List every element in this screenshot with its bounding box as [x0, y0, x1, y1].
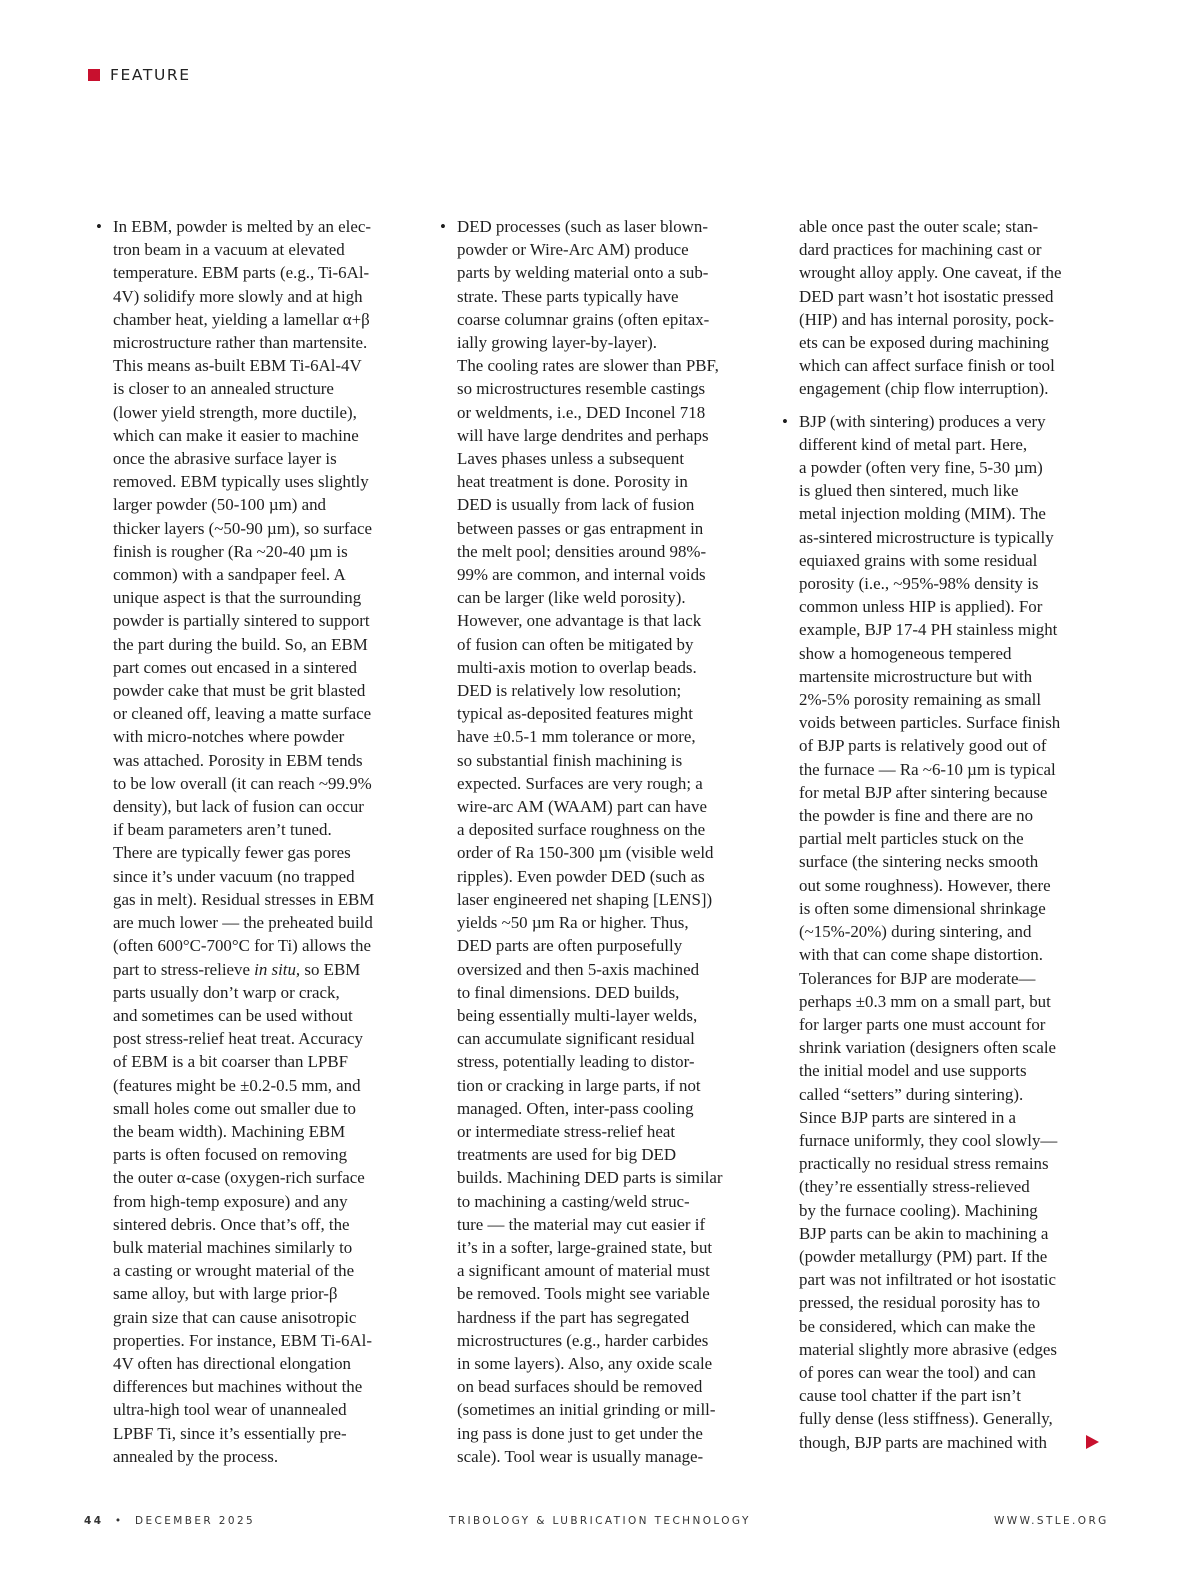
text-line: The cooling rates are slower than PBF,: [457, 356, 719, 376]
text-line: example, BJP 17-4 PH stainless might: [799, 620, 1058, 640]
text-line: DED parts are often purposefully: [457, 936, 683, 956]
text-line: and sometimes can be used without: [113, 1005, 353, 1025]
text-line: expected. Surfaces are very rough; a: [457, 773, 703, 793]
text-line: ially growing layer-by-layer).: [457, 333, 657, 353]
text-line: material slightly more abrasive (edges: [799, 1339, 1057, 1359]
text-line: (~15%-20%) during sintering, and: [799, 922, 1032, 942]
text-line: with that can come shape distortion.: [799, 945, 1043, 965]
text-line: heat treatment is done. Porosity in: [457, 472, 688, 492]
text-line: partial melt particles stuck on the: [799, 829, 1024, 849]
text-line: strate. These parts typically have: [457, 286, 679, 306]
text-line: larger powder (50-100 µm) and: [113, 495, 326, 515]
text-line: powder is partially sintered to support: [113, 611, 370, 631]
text-line: parts usually don’t warp or crack,: [113, 982, 340, 1002]
text-line: on bead surfaces should be removed: [457, 1377, 703, 1397]
text-line: microstructures (e.g., harder carbides: [457, 1330, 709, 1350]
text-line: ets can be exposed during machining: [799, 333, 1050, 353]
text-line: was attached. Porosity in EBM tends: [113, 750, 363, 770]
paragraph-ded: [457, 215, 744, 1468]
text-line: part was not infiltrated or hot isostatic: [799, 1270, 1057, 1290]
text-line: the furnace — Ra ~6-10 µm is typical: [799, 759, 1056, 779]
text-line: common) with a sandpaper feel. A: [113, 565, 346, 585]
text-line: are much lower — the preheated build: [113, 913, 373, 933]
text-line: part comes out encased in a sintered: [113, 657, 357, 677]
text-line: once the abrasive surface layer is: [113, 449, 337, 469]
text-line: ripples). Even powder DED (such as: [457, 866, 705, 886]
text-line: of pores can wear the tool) and can: [799, 1362, 1036, 1382]
text-line: DED processes (such as laser blown-: [457, 217, 708, 236]
text-line: unique aspect is that the surrounding: [113, 588, 362, 608]
text-line: practically no residual stress remains: [799, 1154, 1049, 1174]
text-line: grain size that can cause anisotropic: [113, 1307, 357, 1327]
page-number: 44: [84, 1515, 104, 1527]
section-header: [88, 66, 191, 84]
text-line: be considered, which can make the: [799, 1316, 1036, 1336]
text-line: bulk material machines similarly to: [113, 1237, 353, 1257]
footer-separator: •: [114, 1515, 124, 1527]
text-line: parts is often focused on removing: [113, 1145, 348, 1165]
text-line: able once past the outer scale; stan-: [799, 217, 1039, 236]
text-line: 99% are common, and internal voids: [457, 565, 706, 585]
text-line: can accumulate significant residual: [457, 1029, 695, 1049]
text-line: or intermediate stress-relief heat: [457, 1121, 676, 1141]
text-line: order of Ra 150-300 µm (visible weld: [457, 843, 714, 863]
text-line: scale). Tool wear is usually manage-: [457, 1446, 704, 1466]
text-line: or weldments, i.e., DED Inconel 718: [457, 402, 706, 422]
issue-date: DECEMBER 2025: [134, 1515, 256, 1527]
text-line: powder or Wire-Arc AM) produce: [457, 240, 689, 260]
text-line: metal injection molding (MIM). The: [799, 504, 1046, 524]
text-line: wire-arc AM (WAAM) part can have: [457, 797, 707, 817]
publication-name: TRIBOLOGY & LUBRICATION TECHNOLOGY: [449, 1515, 751, 1527]
text-line: in some layers). Also, any oxide scale: [457, 1353, 713, 1373]
column-2: [438, 215, 744, 1468]
text-line: dard practices for machining cast or: [799, 240, 1042, 260]
red-square-icon: [88, 69, 100, 81]
text-line: In EBM, powder is melted by an elec-: [113, 217, 371, 236]
footer-left: [84, 1514, 255, 1528]
text-line: is glued then sintered, much like: [799, 481, 1019, 501]
paragraph-bjp: [799, 410, 1086, 1454]
text-line: (HIP) and has internal porosity, pock-: [799, 309, 1055, 329]
text-line: though, BJP parts are machined with: [799, 1432, 1047, 1452]
text-line: the beam width). Machining EBM: [113, 1121, 346, 1141]
text-line: a deposited surface roughness on the: [457, 820, 706, 840]
text-line: typical as-deposited features might: [457, 704, 693, 724]
text-line: post stress-relief heat treat. Accuracy: [113, 1029, 363, 1049]
text-line: voids between particles. Surface finish: [799, 713, 1061, 733]
text-line: cause tool chatter if the part isn’t: [799, 1386, 1022, 1406]
text-line: density), but lack of fusion can occur: [113, 797, 364, 817]
section-label: FEATURE: [110, 66, 191, 84]
text-line: furnace uniformly, they cool slowly—: [799, 1130, 1058, 1150]
text-line: hardness if the part has segregated: [457, 1307, 690, 1327]
text-line: if beam parameters aren’t tuned.: [113, 820, 332, 840]
text-line: There are typically fewer gas pores: [113, 843, 351, 863]
text-line: BJP (with sintering) produces a very: [799, 411, 1046, 431]
text-line: powder cake that must be grit blasted: [113, 681, 366, 701]
text-line: oversized and then 5-axis machined: [457, 959, 700, 979]
text-line: gas in melt). Residual stresses in EBM: [113, 889, 375, 909]
text-line: a significant amount of material must: [457, 1261, 710, 1281]
text-line: shrink variation (designers often scale: [799, 1038, 1057, 1058]
bullet-marker: •: [782, 411, 788, 431]
text-line: the part during the build. So, an EBM: [113, 634, 368, 654]
website-link[interactable]: WWW.STLE.ORG: [994, 1515, 1109, 1527]
text-line: a powder (often very fine, 5-30 µm): [799, 458, 1043, 478]
text-line: (lower yield strength, more ductile),: [113, 402, 357, 422]
text-line: wrought alloy apply. One caveat, if the: [799, 263, 1062, 283]
text-line: managed. Often, inter-pass cooling: [457, 1098, 694, 1118]
text-line: sintered debris. Once that’s off, the: [113, 1214, 350, 1234]
text-line: with micro-notches where powder: [113, 727, 345, 747]
bullet-item-ded: [438, 215, 744, 1468]
text-line: have ±0.5-1 mm tolerance or more,: [457, 727, 696, 747]
text-line: part to stress-relieve in situ, so EBM: [113, 959, 361, 979]
text-line: will have large dendrites and perhaps: [457, 425, 709, 445]
text-line: Since BJP parts are sintered in a: [799, 1107, 1017, 1127]
text-line: to be low overall (it can reach ~99.9%: [113, 773, 372, 793]
text-line: by the furnace cooling). Machining: [799, 1200, 1038, 1220]
text-line: out some roughness). However, there: [799, 875, 1051, 895]
text-line: 4V often has directional elongation: [113, 1353, 351, 1373]
text-line: differences but machines without the: [113, 1377, 363, 1397]
text-line: of fusion can often be mitigated by: [457, 634, 694, 654]
text-line: laser engineered net shaping [LENS]): [457, 889, 713, 909]
text-line: of BJP parts is relatively good out of: [799, 736, 1047, 756]
text-line: However, one advantage is that lack: [457, 611, 702, 631]
text-line: (they’re essentially stress-relieved: [799, 1177, 1030, 1197]
text-line: BJP parts can be akin to machining a: [799, 1223, 1049, 1243]
text-line: 2%-5% porosity remaining as small: [799, 690, 1042, 710]
text-line: is closer to an annealed structure: [113, 379, 334, 399]
text-line: 4V) solidify more slowly and at high: [113, 286, 363, 306]
text-line: DED is relatively low resolution;: [457, 681, 682, 701]
text-line: thicker layers (~50-90 µm), so surface: [113, 518, 373, 538]
bullet-item-bjp: [780, 410, 1086, 1454]
text-fragment: so EBM: [300, 959, 361, 979]
column-1: [94, 215, 400, 1468]
text-line: yields ~50 µm Ra or higher. Thus,: [457, 913, 689, 933]
text-line: which can make it easier to machine: [113, 425, 359, 445]
text-line: fully dense (less stiffness). Generally,: [799, 1409, 1053, 1429]
text-line: ture — the material may cut easier if: [457, 1214, 706, 1234]
text-line: LPBF Ti, since it’s essentially pre-: [113, 1423, 347, 1443]
text-line: parts by welding material onto a sub-: [457, 263, 709, 283]
paragraph-ded-continued: [780, 215, 1086, 401]
text-line: treatments are used for big DED: [457, 1145, 677, 1165]
triangle-right-icon: [1086, 1435, 1099, 1449]
text-line: small holes come out smaller due to: [113, 1098, 356, 1118]
text-line: for metal BJP after sintering because: [799, 782, 1048, 802]
bullet-marker: •: [96, 217, 102, 236]
text-line: This means as-built EBM Ti-6Al-4V: [113, 356, 362, 376]
paragraph-ebm: [113, 215, 400, 1468]
text-line: so microstructures resemble castings: [457, 379, 706, 399]
text-line: to machining a casting/weld struc-: [457, 1191, 690, 1211]
text-line: coarse columnar grains (often epitax-: [457, 309, 710, 329]
text-line: called “setters” during sintering).: [799, 1084, 1024, 1104]
text-line: the powder is fine and there are no: [799, 806, 1034, 826]
text-line: or cleaned off, leaving a matte surface: [113, 704, 372, 724]
text-line: chamber heat, yielding a lamellar α+β: [113, 309, 370, 329]
text-line: surface (the sintering necks smooth: [799, 852, 1039, 872]
text-line: so substantial finish machining is: [457, 750, 683, 770]
text-line: Tolerances for BJP are moderate—: [799, 968, 1036, 988]
text-line: which can affect surface finish or tool: [799, 356, 1055, 376]
text-line: tion or cracking in large parts, if not: [457, 1075, 701, 1095]
text-line: common unless HIP is applied). For: [799, 597, 1043, 617]
text-line: a casting or wrought material of the: [113, 1261, 355, 1281]
text-line: stress, potentially leading to distor-: [457, 1052, 695, 1072]
text-line: annealed by the process.: [113, 1446, 279, 1466]
text-line: from high-temp exposure) and any: [113, 1191, 348, 1211]
text-line: temperature. EBM parts (e.g., Ti-6Al-: [113, 263, 370, 283]
text-line: (powder metallurgy (PM) part. If the: [799, 1246, 1048, 1266]
text-line: is often some dimensional shrinkage: [799, 898, 1046, 918]
text-line: it’s in a softer, large-grained state, but: [457, 1237, 713, 1257]
text-line: be removed. Tools might see variable: [457, 1284, 710, 1304]
text-line: the initial model and use supports: [799, 1061, 1027, 1081]
text-line: equiaxed grains with some residual: [799, 550, 1038, 570]
text-line: (often 600°C-700°C for Ti) allows the: [113, 936, 371, 956]
text-line: for larger parts one must account for: [799, 1014, 1046, 1034]
text-line: ing pass is done just to get under the: [457, 1423, 703, 1443]
text-line: between passes or gas entrapment in: [457, 518, 704, 538]
text-line: different kind of metal part. Here,: [799, 434, 1028, 454]
text-line: DED part wasn’t hot isostatic pressed: [799, 286, 1054, 306]
bullet-item-ebm: [94, 215, 400, 1468]
text-line: the melt pool; densities around 98%-: [457, 541, 707, 561]
bullet-marker: •: [440, 217, 446, 236]
text-line: builds. Machining DED parts is similar: [457, 1168, 723, 1188]
text-line: the outer α-case (oxygen-rich surface: [113, 1168, 365, 1188]
text-line: DED is usually from lack of fusion: [457, 495, 695, 515]
text-line: microstructure rather than martensite.: [113, 333, 368, 353]
text-line: multi-axis motion to overlap beads.: [457, 657, 697, 677]
italic-phrase: in situ,: [254, 959, 301, 979]
text-line: of EBM is a bit coarser than LPBF: [113, 1052, 349, 1072]
text-line: show a homogeneous tempered: [799, 643, 1012, 663]
text-line: Laves phases unless a subsequent: [457, 449, 685, 469]
text-line: engagement (chip flow interruption).: [799, 379, 1049, 399]
text-line: pressed, the residual porosity has to: [799, 1293, 1041, 1313]
text-line: properties. For instance, EBM Ti-6Al-: [113, 1330, 372, 1350]
text-line: martensite microstructure but with: [799, 666, 1033, 686]
text-line: to final dimensions. DED builds,: [457, 982, 680, 1002]
text-line: ultra-high tool wear of unannealed: [113, 1400, 347, 1420]
text-line: same alloy, but with large prior-β: [113, 1284, 338, 1304]
text-line: removed. EBM typically uses slightly: [113, 472, 369, 492]
text-line: being essentially multi-layer welds,: [457, 1005, 698, 1025]
text-line: (sometimes an initial grinding or mill-: [457, 1400, 716, 1420]
text-line: tron beam in a vacuum at elevated: [113, 240, 345, 260]
text-line: perhaps ±0.3 mm on a small part, but: [799, 991, 1051, 1011]
text-line: (features might be ±0.2-0.5 mm, and: [113, 1075, 361, 1095]
text-line: can be larger (like weld porosity).: [457, 588, 686, 608]
text-line: as-sintered microstructure is typically: [799, 527, 1054, 547]
text-line: finish is rougher (Ra ~20-40 µm is: [113, 541, 348, 561]
text-line: porosity (i.e., ~95%-98% density is: [799, 574, 1039, 594]
column-3: [780, 215, 1086, 1454]
text-line: since it’s under vacuum (no trapped: [113, 866, 355, 886]
